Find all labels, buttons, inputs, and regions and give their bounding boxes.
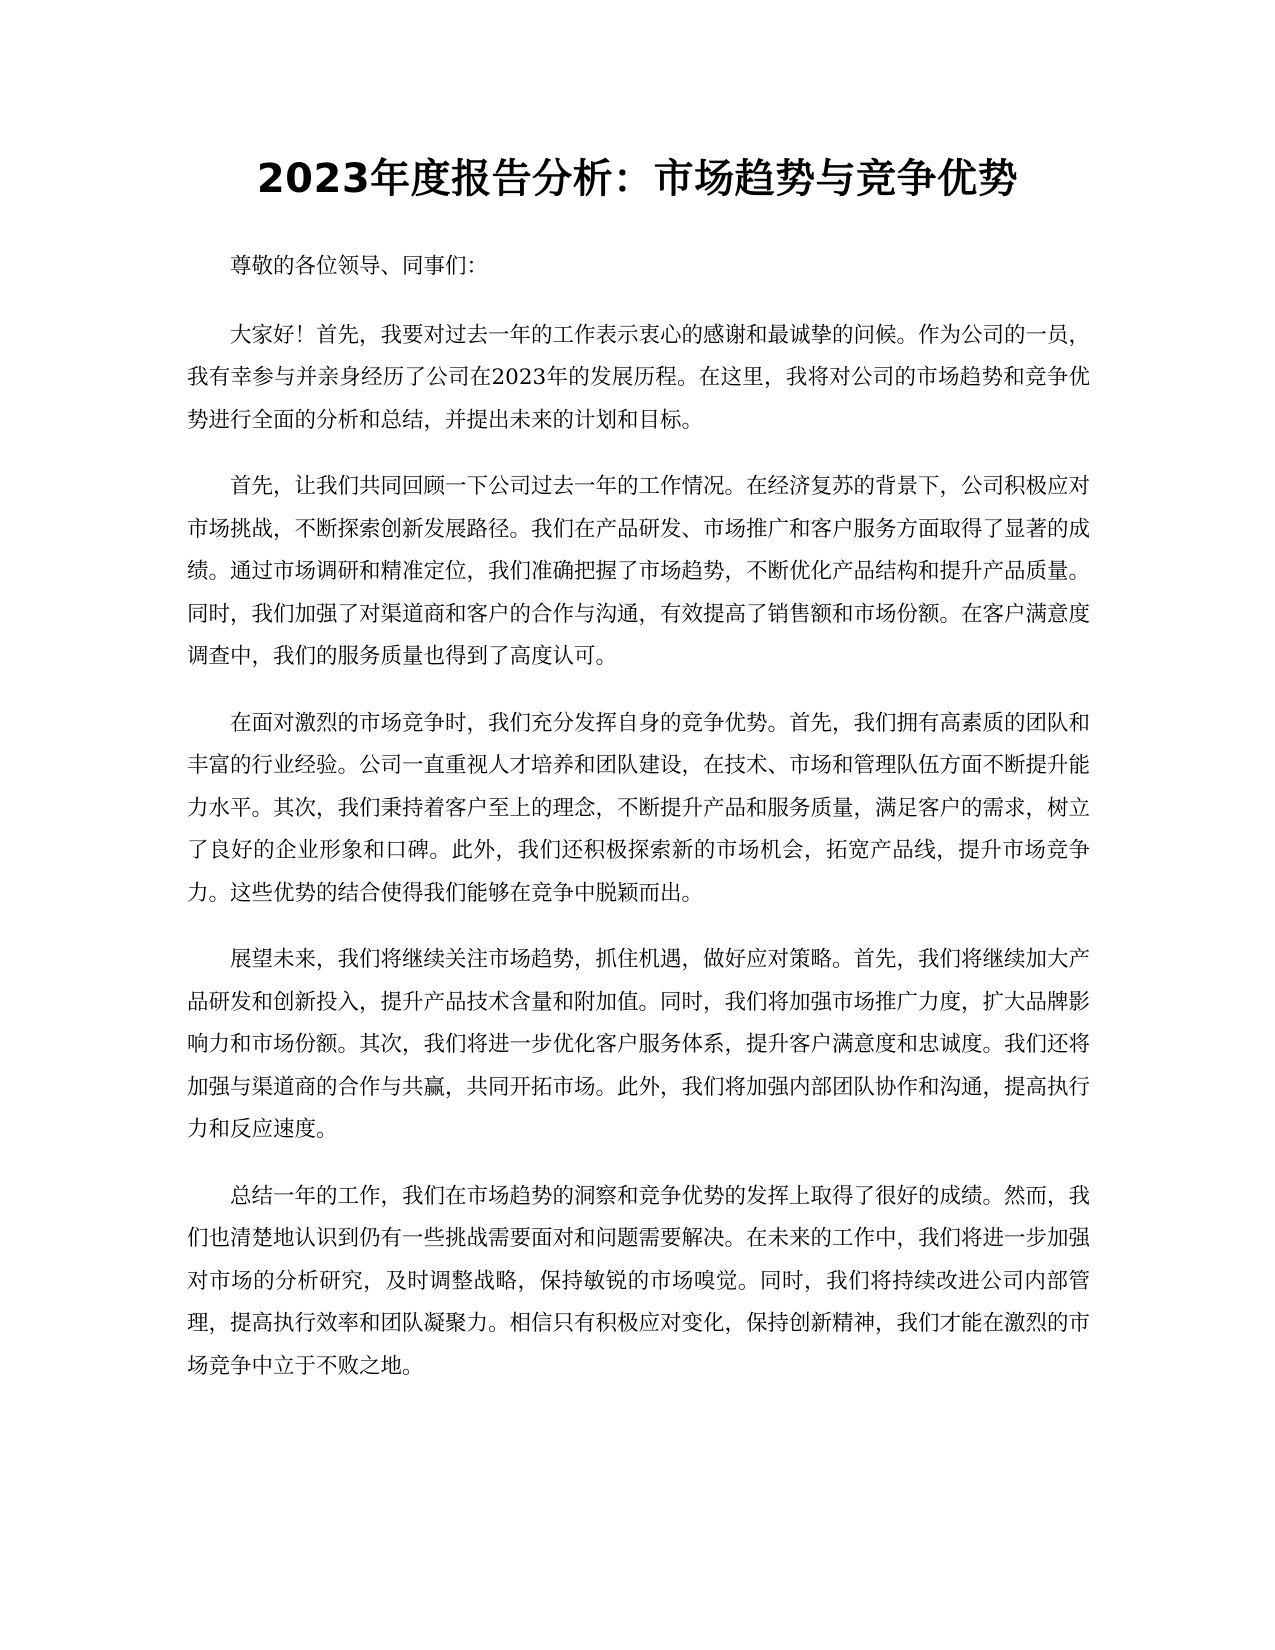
paragraph-greeting: 大家好！首先，我要对过去一年的工作表示衷心的感谢和最诚挚的问候。作为公司的一员，我有幸参与并亲身经历了公司在2023年的发展历程。在这里，我将对公司的市场趋势和竞争优势进行全面的分析和总结，并提出未来的计划和目标。 (187, 322, 1091, 433)
paragraph-competitive-advantage: 在面对激烈的市场竞争时，我们充分发挥自身的竞争优势。首先，我们拥有高素质的团队和丰富的行业经验。公司一直重视人才培养和团队建设，在技术、市场和管理队伍方面不断提升能力水平。其次，我们秉持着客户至上的理念，不断提升产品和服务质量，满足客户的需求，树立了良好的企业形象和口碑。此外，我们还积极探索新的市场机会，拓宽产品线，提升市场竞争力。这些优势的结合使得我们能够在竞争中脱颖而出。 (187, 710, 1091, 906)
paragraph-outlook: 展望未来，我们将继续关注市场趋势，抓住机遇，做好应对策略。首先，我们将继续加大产品研发和创新投入，提升产品技术含量和附加值。同时，我们将加强市场推广力度，扩大品牌影响力和市场份额。其次，我们将进一步优化客户服务体系，提升客户满意度和忠诚度。我们还将加强与渠道商的合作与共赢，共同开拓市场。此外，我们将加强内部团队协作和沟通，提高执行力和反应速度。 (187, 947, 1091, 1142)
document-body (187, 246, 1090, 1412)
document-title: 2023年度报告分析：市场趋势与竞争优势 (256, 156, 1019, 202)
paragraph-summary: 总结一年的工作，我们在市场趋势的洞察和竞争优势的发挥上取得了很好的成绩。然而，我们也清楚地认识到仍有一些挑战需要面对和问题需要解决。在未来的工作中，我们将进一步加强对市场的分析研究，及时调整战略，保持敏锐的市场嗅觉。同时，我们将持续改进公司内部管理，提高执行效率和团队凝聚力。相信只有积极应对变化，保持创新精神，我们才能在激烈的市场竞争中立于不败之地。 (187, 1183, 1091, 1379)
salutation: 尊敬的各位领导、同事们： (230, 254, 489, 279)
paragraph-review: 首先，让我们共同回顾一下公司过去一年的工作情况。在经济复苏的背景下，公司积极应对市场挑战，不断探索创新发展路径。我们在产品研发、市场推广和客户服务方面取得了显著的成绩。通过市场调研和精准定位，我们准确把握了市场趋势，不断优化产品结构和提升产品质量。同时，我们加强了对渠道商和客户的合作与沟通，有效提高了销售额和市场份额。在客户满意度调查中，我们的服务质量也得到了高度认可。 (187, 474, 1091, 669)
